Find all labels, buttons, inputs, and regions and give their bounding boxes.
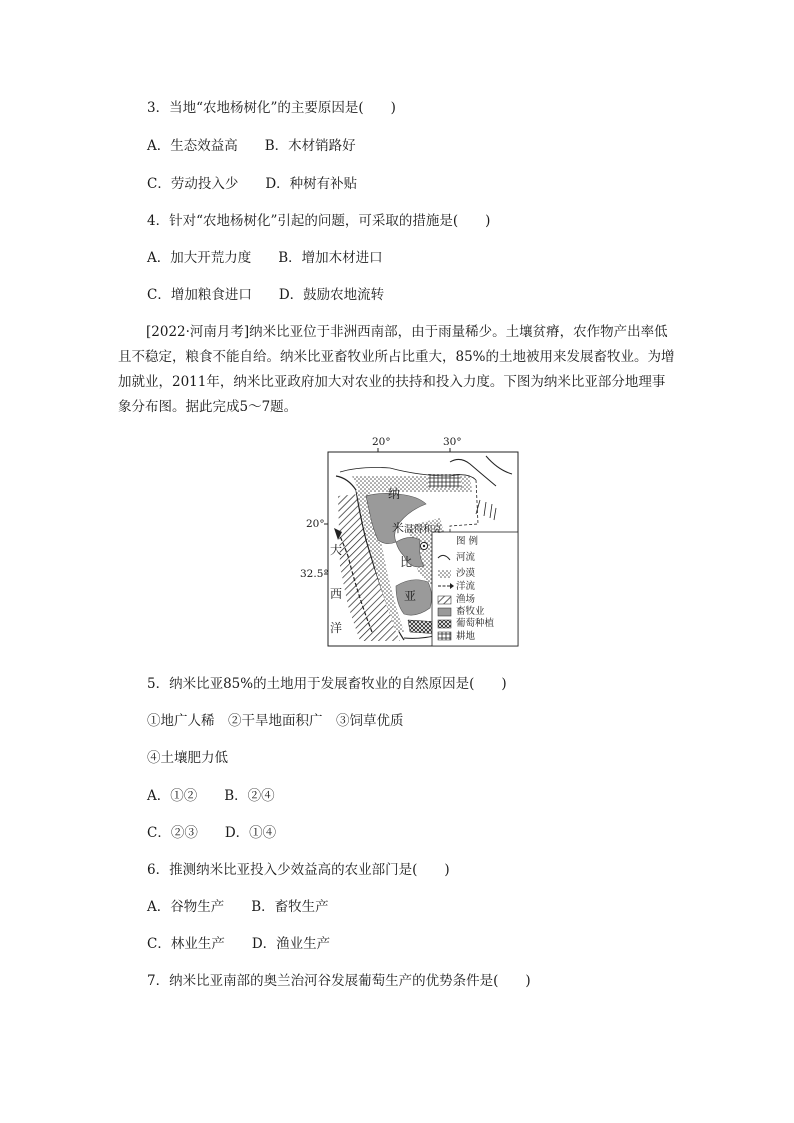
country-char-4: 亚 — [404, 589, 417, 603]
q5-options-cd: C．②③ D．①④ — [147, 825, 277, 841]
q5-items-b: ④土壤肥力低 — [147, 750, 228, 766]
q5-options-ab: A．①② B．②④ — [147, 788, 275, 804]
legend-livestock-symbol — [438, 608, 451, 616]
ocean-char-1: 大 — [330, 543, 343, 557]
legend-fish-symbol — [438, 596, 451, 604]
intro-paragraph: [2022·河南月考]纳米比亚位于非洲西南部，由于雨量稀少。土壤贫瘠，农作物产出率低且不稳定，粮食不能自给。纳米比亚畜牧业所占比重大，85%的土地被用来发展畜牧业。为增加就业，2011年，纳米比亚政府加大对农业的扶持和投入力度。下图为纳米比亚部分地理事象分布图。据此完成5～7题。 — [118, 324, 675, 415]
q4-options-ab: A．加大开荒力度 B．增加木材进口 — [147, 250, 383, 266]
legend-fishing: 渔场 — [456, 594, 476, 605]
lat-label-325: 32.5° — [300, 568, 329, 580]
legend-grape: 葡萄种植 — [456, 618, 495, 629]
q5-items-a: ①地广人稀 ②干旱地面积广 ③饲草优质 — [147, 713, 404, 729]
legend-livestock: 畜牧业 — [456, 606, 485, 617]
legend-desert-symbol — [438, 570, 451, 578]
q3-options-cd: C．劳动投入少 D．种树有补贴 — [147, 176, 358, 192]
q6-options-ab: A．谷物生产 B．畜牧生产 — [147, 899, 329, 915]
lat-label-20: 20° — [306, 518, 325, 530]
legend-grape-symbol — [438, 620, 451, 628]
q4-stem: 4．针对“农地杨树化”引起的问题，可采取的措施是( ) — [147, 213, 491, 229]
namibia-map — [300, 436, 522, 648]
q5-stem: 5．纳米比亚85%的土地用于发展畜牧业的自然原因是( ) — [147, 676, 507, 692]
q3-options-ab: A．生态效益高 B．木材销路好 — [147, 138, 356, 154]
ocean-char-2: 西 — [330, 587, 343, 601]
country-char-2: 米 — [392, 521, 405, 535]
country-char-1: 纳 — [388, 487, 401, 501]
capital-label: 温得和克 — [404, 524, 443, 535]
lon-label-30: 30° — [443, 436, 462, 448]
q7-stem: 7．纳米比亚南部的奥兰治河谷发展葡萄生产的优势条件是( ) — [147, 973, 531, 989]
q4-options-cd: C．增加粮食进口 D．鼓励农地流转 — [147, 287, 385, 303]
legend-farmland-symbol — [438, 632, 451, 640]
legend-current: 洋流 — [456, 581, 476, 592]
lon-label-20: 20° — [372, 436, 391, 448]
q6-options-cd: C．林业生产 D．渔业生产 — [147, 936, 331, 952]
legend-river: 河流 — [456, 552, 476, 563]
legend-title: 图 例 — [456, 536, 479, 547]
capital-marker-dot — [423, 545, 425, 547]
country-char-3: 比 — [400, 555, 413, 569]
ocean-char-3: 洋 — [330, 621, 343, 635]
legend-desert: 沙漠 — [456, 568, 476, 579]
legend-farmland: 耕地 — [456, 631, 476, 642]
q3-stem: 3．当地“农地杨树化”的主要原因是( ) — [147, 100, 396, 116]
q6-stem: 6．推测纳米比亚投入少效益高的农业部门是( ) — [147, 862, 450, 878]
